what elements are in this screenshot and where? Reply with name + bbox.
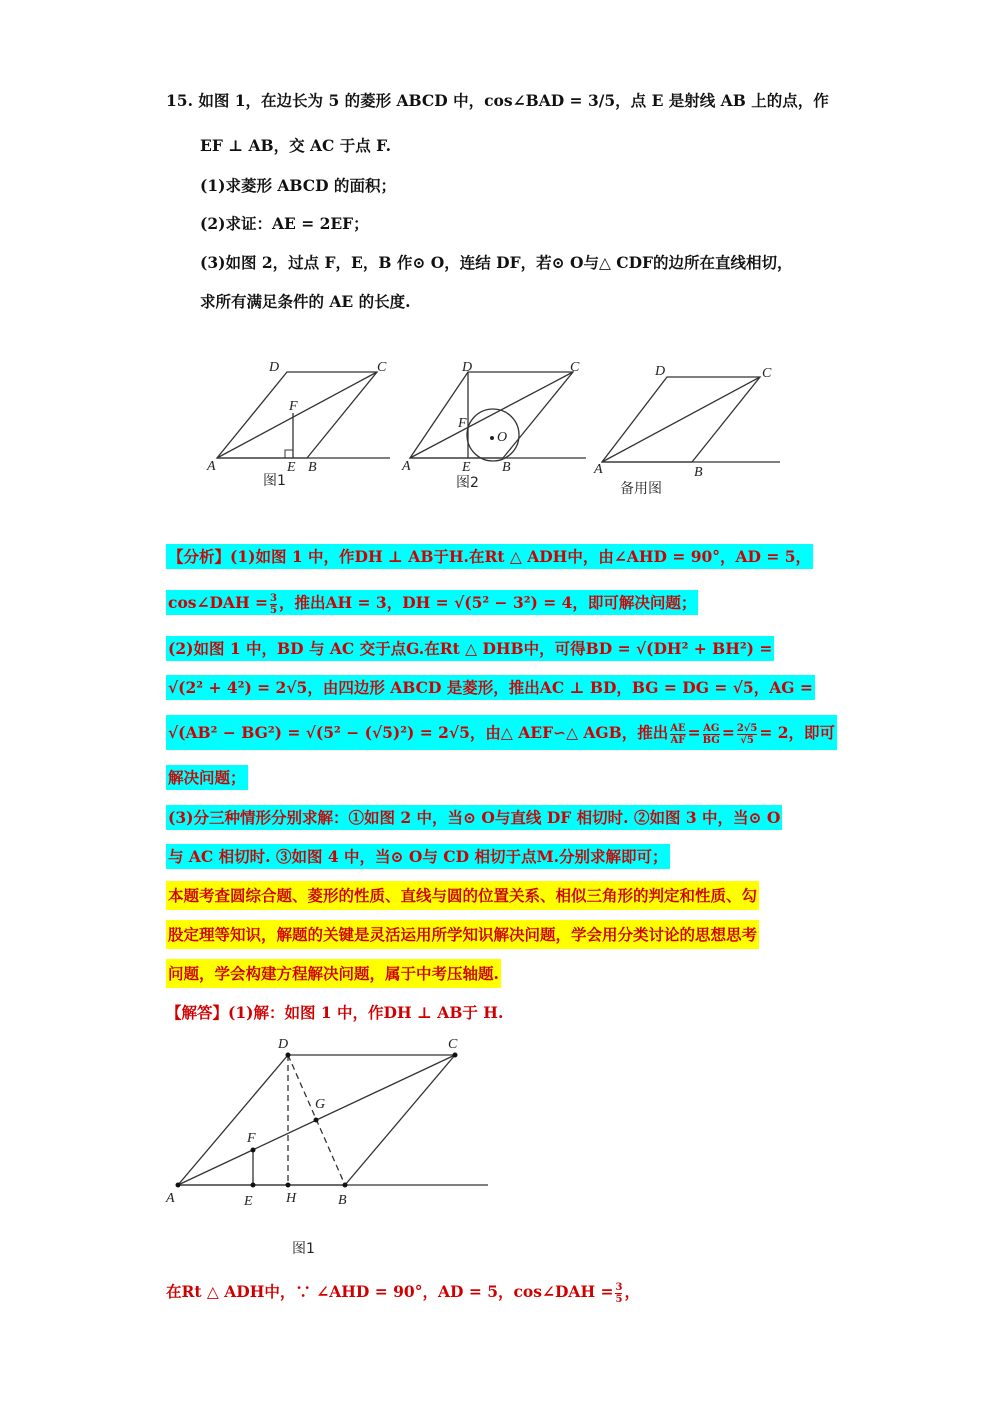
analysis-line-8: 与 AC 相切时. ③如图 4 中，当⊙ O与 CD 相切于点M.分别求解即可；: [166, 844, 670, 870]
analysis-line-6: 解决问题；: [166, 765, 248, 791]
analysis-line-3: (2)如图 1 中，BD 与 AC 交于点G.在Rt △ DHB中，可得BD = √(DH² + BH²) =: [166, 636, 774, 662]
summary-line-1: 本题考查圆综合题、菱形的性质、直线与圆的位置关系、相似三角形的判定和性质、勾: [166, 883, 759, 909]
figure-1: [205, 355, 400, 495]
svg-text:E: E: [244, 1194, 253, 1209]
svg-text:A: A: [166, 1191, 175, 1206]
svg-text:B: B: [338, 1193, 347, 1208]
svg-text:C: C: [762, 366, 772, 381]
summary-line-2: 股定理等知识，解题的关键是灵活运用所学知识解决问题，学会用分类讨论的思想思考: [166, 922, 759, 948]
problem-part-3-cont: 求所有满足条件的 AE 的长度.: [200, 292, 411, 311]
problem-part-2: (2)求证：AE = 2EF；: [200, 214, 369, 233]
problem-line-1: 15. 如图 1，在边长为 5 的菱形 ABCD 中，cos∠BAD = 3/5，点 E 是射线 AB 上的点，作: [166, 91, 829, 110]
svg-text:C: C: [570, 360, 580, 375]
svg-text:C: C: [448, 1037, 458, 1052]
svg-text:A: A: [402, 459, 411, 474]
svg-text:图1: 图1: [292, 1241, 315, 1257]
svg-text:A: A: [207, 459, 216, 474]
problem-part-3: (3)如图 2，过点 F，E，B 作⊙ O，连结 DF，若⊙ O与△ CDF的边所在直线相切，: [200, 253, 793, 272]
svg-text:O: O: [497, 430, 508, 445]
svg-text:B: B: [502, 460, 511, 475]
svg-text:F: F: [289, 399, 298, 414]
problem-line-2: EF ⊥ AB，交 AC 于点 F.: [200, 136, 392, 155]
svg-text:F: F: [247, 1131, 256, 1146]
problem-part-1: (1)求菱形 ABCD 的面积；: [200, 176, 396, 195]
svg-text:E: E: [287, 460, 296, 475]
solution-line-1: 【解答】(1)解：如图 1 中，作DH ⊥ AB于 H.: [166, 1003, 504, 1022]
figure-spare: [592, 355, 787, 495]
svg-text:D: D: [655, 364, 666, 379]
svg-text:图1: 图1: [263, 473, 286, 489]
svg-text:H: H: [286, 1191, 297, 1206]
summary-line-3: 问题，学会构建方程解决问题，属于中考压轴题.: [166, 961, 501, 987]
svg-text:F: F: [458, 416, 467, 431]
svg-text:备用图: 备用图: [620, 481, 662, 495]
svg-text:D: D: [278, 1037, 289, 1052]
svg-text:A: A: [594, 462, 603, 477]
figure-2: [398, 355, 593, 495]
svg-text:B: B: [694, 465, 703, 480]
svg-text:G: G: [315, 1097, 326, 1112]
svg-text:E: E: [462, 460, 471, 475]
analysis-line-7: (3)分三种情形分别求解：①如图 2 中，当⊙ O与直线 DF 相切时. ②如图 3 中，当⊙ O: [166, 805, 782, 831]
analysis-line-2: cos∠DAH = $\frac{3}{5}$ ，推出AH = 3，DH = √(5² − 3²) = 4，即可解决问题；: [166, 590, 698, 616]
svg-text:图2: 图2: [456, 475, 479, 491]
svg-text:D: D: [462, 360, 473, 375]
analysis-line-5: √(AB² − BG²) = √(5² − (√5)²) = 2√5，由△ AEF∽△ AGB，推出 $\frac{AE}{AF}$ = $\frac{AG}{BG}$ = $\frac{2√5}{√5}$ = 2，即可: [166, 720, 837, 746]
analysis-line-1: 【分析】(1)如图 1 中，作DH ⊥ AB于H.在Rt △ ADH中，由∠AHD = 90°，AD = 5，: [166, 544, 813, 570]
svg-text:D: D: [269, 360, 280, 375]
svg-text:C: C: [377, 360, 387, 375]
solution-figure-1: [160, 1030, 500, 1265]
svg-text:B: B: [308, 460, 317, 475]
analysis-line-4: √(2² + 4²) = 2√5，由四边形 ABCD 是菱形，推出AC ⊥ BD，BG = DG = √5，AG =: [166, 675, 815, 701]
solution-line-2: 在Rt △ ADH中，∵ ∠AHD = 90°，AD = 5，cos∠DAH = $\frac{3}{5}$ ，: [166, 1281, 640, 1305]
